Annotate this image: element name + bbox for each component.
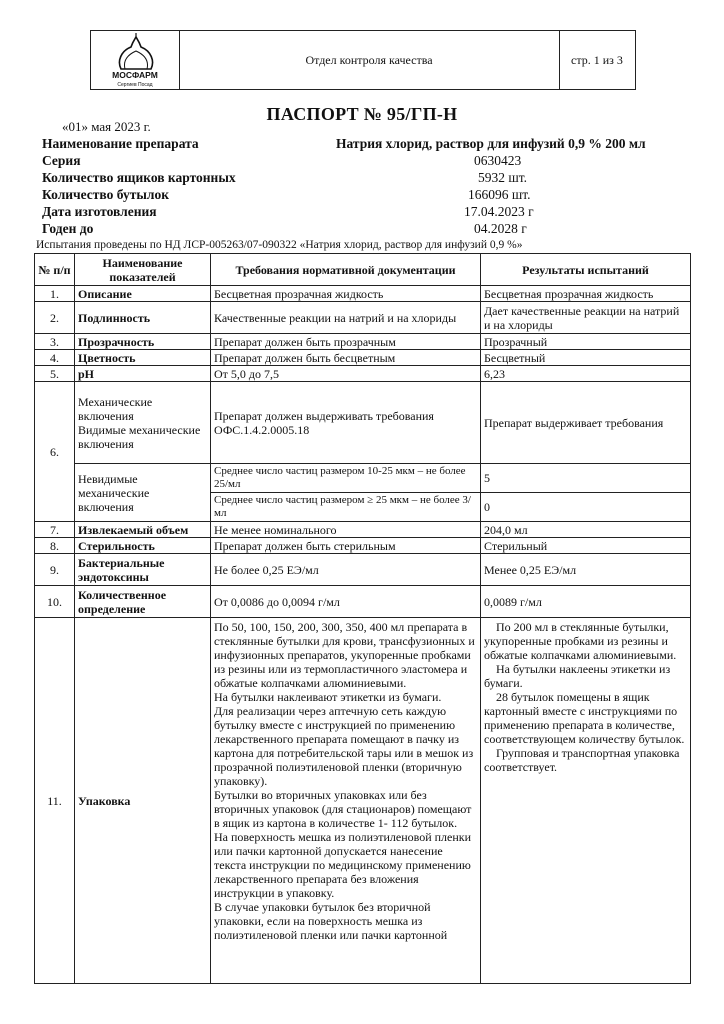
row-name-bold: Механические включения [78,394,153,423]
table-row [35,538,691,554]
row-num: 10. [35,586,75,618]
res-paragraph: По 200 мл в стеклянные бутылки, укупоренные пробками из резины и обжатые колпачками алюминиевыми. [484,620,677,662]
table-row [35,366,691,382]
table-row [35,586,691,618]
header-req: Требования нормативной документации [211,254,481,286]
row-name: Цветность [75,350,211,366]
test-method-note: Испытания проведены по НД ЛСР-005263/07-090322 «Натрия хлорид, раствор для инфузий 0,9 %» [36,239,523,251]
row-req: Препарат должен быть бесцветным [211,350,481,366]
row-req-b: Среднее число частиц размером ≥ 25 мкм – не более 3/мл [211,493,481,522]
info-value-boxes: 5932 шт. [478,170,528,185]
row-num: 11. [35,618,75,984]
table-row [35,522,691,538]
row-req: От 5,0 до 7,5 [211,366,481,382]
row-name: Бактериальные эндотоксины [75,554,211,586]
row-req: Не менее номинального [211,522,481,538]
req-paragraph: На поверхность мешка из полиэтиленовой пленки или пачки картонной допускается нанесение текста инструкции по медицинскому применению лекарственного препарата без вложения инструкции в упаковку. [214,830,472,900]
row-req: Качественные реакции на натрий и на хлориды [211,302,481,334]
table-row [35,382,691,464]
row-res: Препарат выдерживает требования [481,382,691,464]
info-label-bottles: Количество бутылок [42,187,170,202]
info-label-product: Наименование препарата [42,136,199,151]
row-res [481,618,691,984]
info-value-expiry: 04.2028 г [474,221,527,236]
row-req: Не более 0,25 ЕЭ/мл [211,554,481,586]
row-num: 4. [35,350,75,366]
header-num: № п/п [35,254,75,286]
res-paragraph: На бутылки наклеены этикетки из бумаги. [484,662,671,690]
logo-text: МОСФАРМ [112,70,158,80]
row-req: Препарат должен выдерживать требования ОФС.1.4.2.0005.18 [211,382,481,464]
info-value-bottles: 166096 шт. [468,187,531,202]
logo-subtext: Сергиев Посад [117,82,153,88]
row-num: 9. [35,554,75,586]
row-name: Извлекаемый объем [75,522,211,538]
row-req [211,618,481,984]
table-row [35,350,691,366]
header-res: Результаты испытаний [481,254,691,286]
row-req: Препарат должен быть прозрачным [211,334,481,350]
row-num: 7. [35,522,75,538]
table-row [35,618,691,984]
req-paragraph: На бутылки наклеивают этикетки из бумаги. [214,690,442,704]
row-num: 2. [35,302,75,334]
row-num: 5. [35,366,75,382]
info-label-boxes: Количество ящиков картонных [42,170,236,185]
info-value-product: Натрия хлорид, раствор для инфузий 0,9 % 200 мл [336,136,646,151]
row-req: От 0,0086 до 0,0094 г/мл [211,586,481,618]
req-paragraph: Для реализации через аптечную сеть каждую бутылку вместе с инструкцией по применению лекарственного препарата помещают в пачку из картона для потребительской тары или в мешок из прозрачной полиэтиленовой пленки (вторичную упаковку). [214,704,474,788]
row-res: 0,0089 г/мл [481,586,691,618]
table-header-row [35,254,691,286]
req-paragraph: Бутылки во вторичных упаковках или без вторичных упаковок (для стационаров) помещают в ящик из картона в количестве 1- 112 бутылок. [214,788,472,830]
table-row [35,554,691,586]
row-req-a: Среднее число частиц размером 10-25 мкм – не более 25/мл [211,464,481,493]
table-row [35,286,691,302]
mosfarm-logo [91,31,179,89]
info-label-expiry: Годен до [42,221,94,236]
row-res-a: 5 [481,464,691,493]
row-res: Дает качественные реакции на натрий и на хлориды [481,302,691,334]
res-paragraph: 28 бутылок помещены в ящик картонный вместе с инструкциями по применению препарата в количестве, соответствующем количеству бутылок. [484,690,685,746]
row-res: Менее 0,25 ЕЭ/мл [481,554,691,586]
req-paragraph: В случае упаковки бутылок без вторичной упаковки, если на поверхность мешка из полиэтиленовой пленки или пачки картонной [214,900,448,942]
row-name: Описание [75,286,211,302]
row-res: Стерильный [481,538,691,554]
row-res: Прозрачный [481,334,691,350]
row-num: 1. [35,286,75,302]
passport-title: ПАСПОРТ № 95/ГП-Н [266,104,458,124]
row-name: pH [75,366,211,382]
row-name: Упаковка [75,618,211,984]
row-req: Бесцветная прозрачная жидкость [211,286,481,302]
res-paragraph: Групповая и транспортная упаковка соответствует. [484,746,680,774]
table-row [35,334,691,350]
row-name-invisible: Невидимые механические включения [75,464,211,522]
info-label-mfg-date: Дата изготовления [42,204,157,219]
page-number: стр. 1 из 3 [571,52,623,67]
document-header [90,30,636,90]
row-name [75,382,211,464]
logo-cell [91,31,180,89]
row-name: Стерильность [75,538,211,554]
row-res: Бесцветная прозрачная жидкость [481,286,691,302]
test-results-table [34,253,691,984]
row-req: Препарат должен быть стерильным [211,538,481,554]
row-res-b: 0 [481,493,691,522]
table-row [35,302,691,334]
row-res: Бесцветный [481,350,691,366]
row-name-sub: Видимые механические включения [78,422,201,451]
row-num: 3. [35,334,75,350]
info-value-mfg-date: 17.04.2023 г [464,204,534,219]
table-row [35,464,691,493]
row-res: 6,23 [481,366,691,382]
row-name: Подлинность [75,302,211,334]
department-cell: Отдел контроля качества [179,31,560,89]
row-num: 6. [35,382,75,522]
info-value-series: 0630423 [474,153,522,168]
row-name: Количественное определение [75,586,211,618]
info-label-series: Серия [42,153,81,168]
row-num: 8. [35,538,75,554]
row-name: Прозрачность [75,334,211,350]
header-name: Наименование показателей [75,254,211,286]
row-res: 204,0 мл [481,522,691,538]
req-paragraph: По 50, 100, 150, 200, 300, 350, 400 мл препарата в стеклянные бутылки для крови, трансфузионных и инфузионных препаратов, укупоренные пробками из резины или из термопластичного эластомера и обжатые колпачками алюминиевыми. [214,620,475,690]
passport-date: «01» мая 2023 г. [62,119,151,134]
